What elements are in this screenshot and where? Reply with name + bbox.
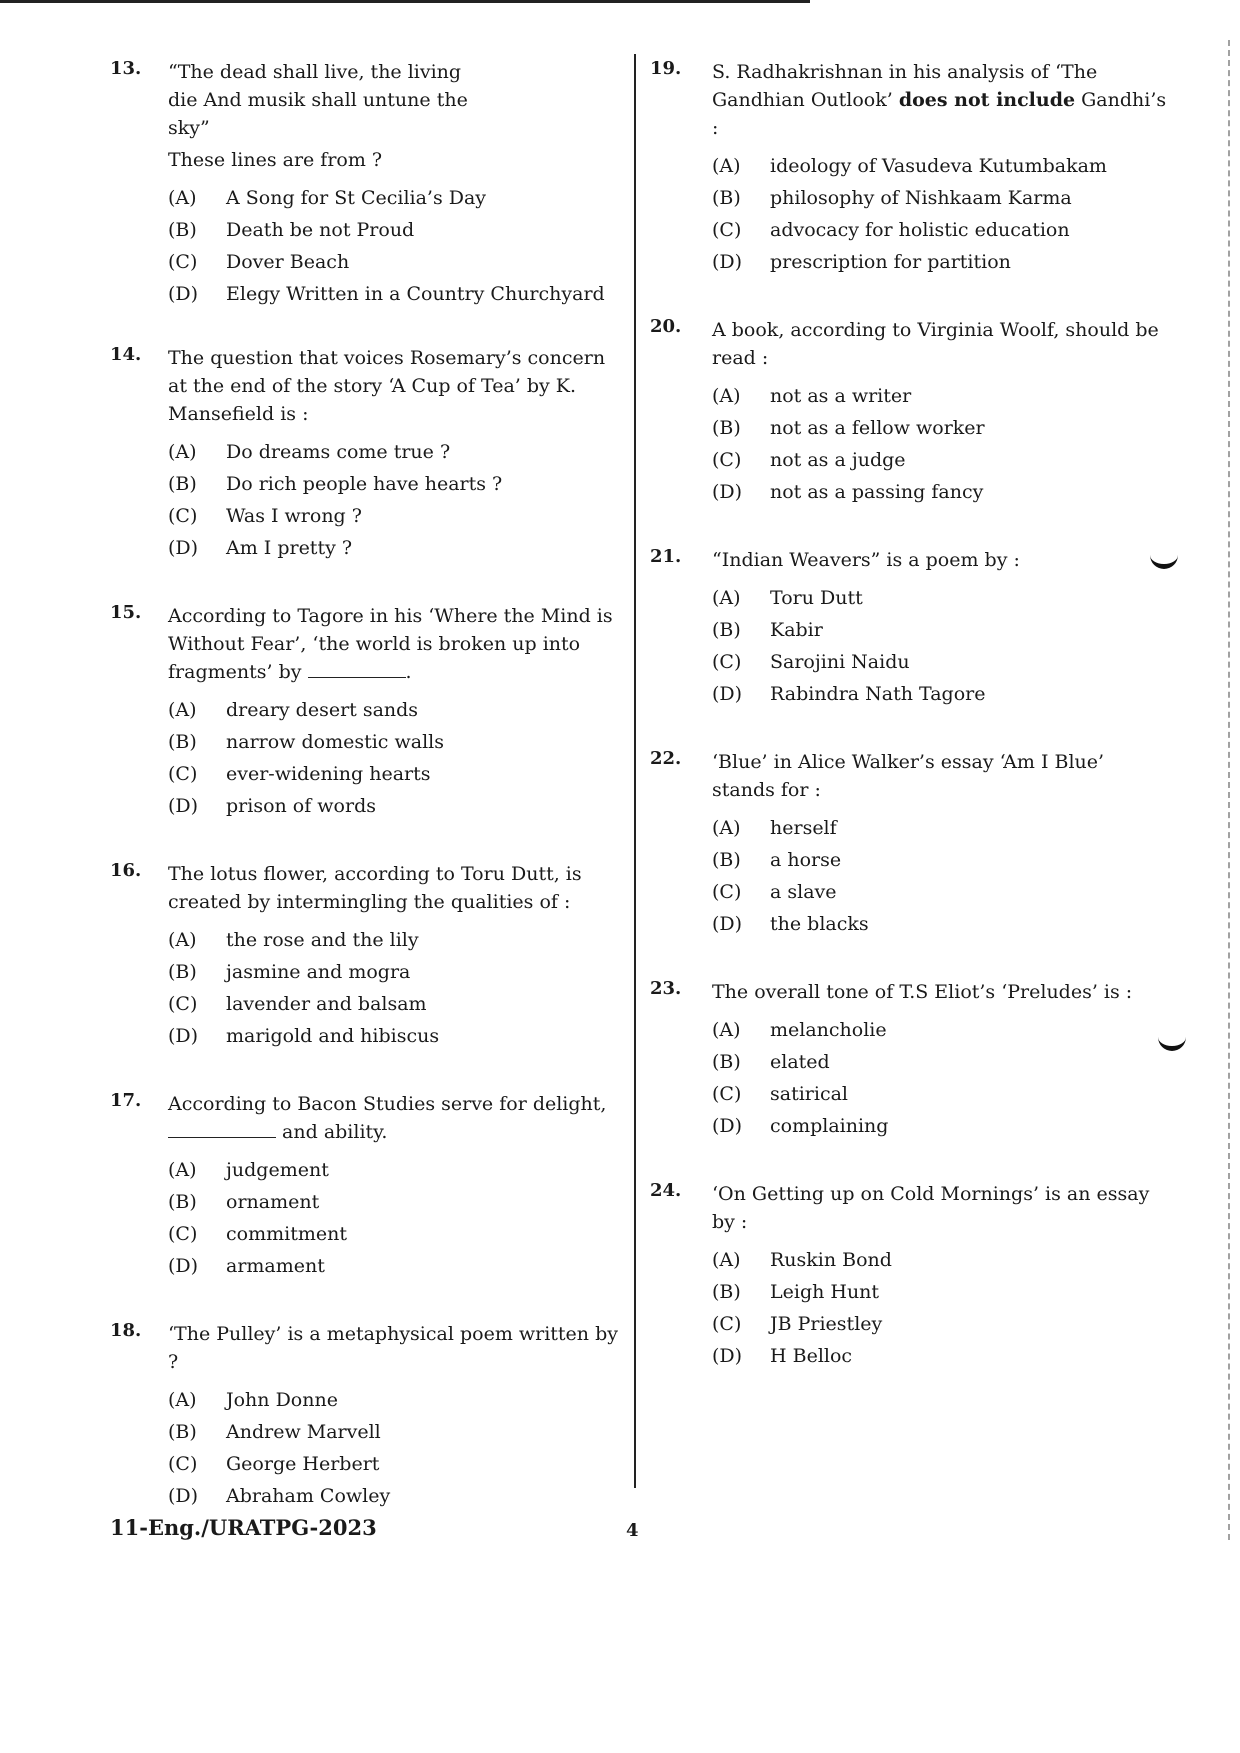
page-number: 4: [626, 1520, 639, 1541]
question-number: 18.: [110, 1320, 142, 1341]
question-stem: According to Bacon Studies serve for delight, and ability.: [168, 1093, 607, 1143]
option-list: [712, 1014, 1170, 1142]
option-list: [712, 812, 1170, 940]
option-d[interactable]: (D) H Belloc: [712, 1345, 853, 1367]
option-d[interactable]: (D) Am I pretty ?: [168, 537, 353, 559]
option-list: [168, 694, 625, 822]
option-c[interactable]: (C) commitment: [168, 1223, 347, 1245]
option-c[interactable]: (C) satirical: [712, 1083, 848, 1105]
question-number: 14.: [110, 344, 142, 365]
question-stem: S. Radhakrishnan in his analysis of ‘The Gandhian Outlook’ does not include Gandhi’s :: [712, 61, 1167, 139]
option-a[interactable]: (A) dreary desert sands: [168, 699, 419, 721]
option-c[interactable]: (C) advocacy for holistic education: [712, 219, 1070, 241]
option-d[interactable]: (D) prison of words: [168, 795, 376, 817]
option-a[interactable]: (A) the rose and the lily: [168, 929, 419, 951]
left-column: [110, 58, 625, 1550]
option-c[interactable]: (C) not as a judge: [712, 449, 906, 471]
question-21: [650, 546, 1170, 710]
top-rule: [0, 0, 810, 3]
option-a[interactable]: (A) A Song for St Cecilia’s Day: [168, 187, 487, 209]
option-c[interactable]: (C) JB Priestley: [712, 1313, 883, 1335]
option-list: [712, 582, 1170, 710]
option-list: [712, 380, 1170, 508]
option-d[interactable]: (D) Elegy Written in a Country Churchyard: [168, 283, 605, 305]
question-number: 21.: [650, 546, 682, 567]
question-stem: The question that voices Rosemary’s concern at the end of the story ‘A Cup of Tea’ by K. Mansefield is :: [168, 347, 606, 425]
page-edge-marks: [1225, 40, 1230, 1540]
option-b[interactable]: (B) Leigh Hunt: [712, 1281, 880, 1303]
option-b[interactable]: (B) philosophy of Nishkaam Karma: [712, 187, 1072, 209]
option-a[interactable]: (A) Ruskin Bond: [712, 1249, 892, 1271]
option-b[interactable]: (B) a horse: [712, 849, 842, 871]
option-list: [168, 182, 625, 310]
option-d[interactable]: (D) the blacks: [712, 913, 869, 935]
question-stem: The lotus flower, according to Toru Dutt, is created by intermingling the qualities of :: [168, 863, 582, 913]
question-number: 24.: [650, 1180, 682, 1201]
question-18: [110, 1320, 625, 1512]
fill-blank: [308, 676, 406, 678]
option-b[interactable]: (B) Andrew Marvell: [168, 1421, 381, 1443]
option-d[interactable]: (D) not as a passing fancy: [712, 481, 984, 503]
option-a[interactable]: (A) John Donne: [168, 1389, 338, 1411]
option-b[interactable]: (B) Do rich people have hearts ?: [168, 473, 503, 495]
option-list: [168, 1154, 625, 1282]
option-b[interactable]: (B) Kabir: [712, 619, 823, 641]
question-number: 19.: [650, 58, 682, 79]
question-19: [650, 58, 1170, 278]
option-a[interactable]: (A) Do dreams come true ?: [168, 441, 451, 463]
question-23: [650, 978, 1170, 1142]
question-stem: The overall tone of T.S Eliot’s ‘Preludes’ is :: [712, 981, 1133, 1003]
option-a[interactable]: (A) ideology of Vasudeva Kutumbakam: [712, 155, 1107, 177]
option-b[interactable]: (B) ornament: [168, 1191, 320, 1213]
question-stem: ‘On Getting up on Cold Mornings’ is an essay by :: [712, 1183, 1150, 1233]
option-d[interactable]: (D) prescription for partition: [712, 251, 1011, 273]
option-c[interactable]: (C) lavender and balsam: [168, 993, 427, 1015]
right-column: [650, 58, 1170, 1410]
paper-code: 11-Eng./URATPG-2023: [110, 1515, 377, 1540]
option-c[interactable]: (C) a slave: [712, 881, 837, 903]
question-number: 22.: [650, 748, 682, 769]
question-15: [110, 602, 625, 822]
question-number: 20.: [650, 316, 682, 337]
option-d[interactable]: (D) Abraham Cowley: [168, 1485, 391, 1507]
option-b[interactable]: (B) jasmine and mogra: [168, 961, 411, 983]
option-list: [168, 924, 625, 1052]
option-list: [168, 436, 625, 564]
option-a[interactable]: (A) melancholie: [712, 1019, 887, 1041]
option-c[interactable]: (C) ever-widening hearts: [168, 763, 431, 785]
option-a[interactable]: (A) judgement: [168, 1159, 329, 1181]
option-b[interactable]: (B) narrow domestic walls: [168, 731, 444, 753]
option-d[interactable]: (D) Rabindra Nath Tagore: [712, 683, 986, 705]
option-d[interactable]: (D) marigold and hibiscus: [168, 1025, 440, 1047]
question-20: [650, 316, 1170, 508]
column-divider: [634, 54, 636, 1488]
question-stem: ‘Blue’ in Alice Walker’s essay ‘Am I Blue’ stands for :: [712, 751, 1105, 801]
option-a[interactable]: (A) herself: [712, 817, 837, 839]
option-d[interactable]: (D) armament: [168, 1255, 325, 1277]
question-number: 15.: [110, 602, 142, 623]
question-17: [110, 1090, 625, 1282]
fill-blank: [168, 1136, 276, 1138]
option-a[interactable]: (A) Toru Dutt: [712, 587, 863, 609]
question-16: [110, 860, 625, 1052]
option-c[interactable]: (C) George Herbert: [168, 1453, 380, 1475]
question-number: 16.: [110, 860, 142, 881]
option-c[interactable]: (C) Sarojini Naidu: [712, 651, 910, 673]
question-stem: ‘The Pulley’ is a metaphysical poem written by ?: [168, 1323, 618, 1373]
option-b[interactable]: (B) not as a fellow worker: [712, 417, 985, 439]
question-subtext: These lines are from ?: [168, 149, 383, 171]
question-number: 13.: [110, 58, 142, 79]
question-13: [110, 58, 625, 310]
question-stem: “The dead shall live, the living die And musik shall untune the sky”: [168, 61, 468, 139]
question-24: [650, 1180, 1170, 1372]
question-number: 23.: [650, 978, 682, 999]
option-list: [712, 150, 1170, 278]
question-number: 17.: [110, 1090, 142, 1111]
question-stem: According to Tagore in his ‘Where the Mind is Without Fear’, ‘the world is broken up into fragments’ by .: [168, 605, 613, 683]
option-b[interactable]: (B) Death be not Proud: [168, 219, 415, 241]
option-c[interactable]: (C) Was I wrong ?: [168, 505, 362, 527]
option-c[interactable]: (C) Dover Beach: [168, 251, 350, 273]
question-stem: “Indian Weavers” is a poem by :: [712, 549, 1020, 571]
option-d[interactable]: (D) complaining: [712, 1115, 889, 1137]
question-stem: A book, according to Virginia Woolf, should be read :: [712, 319, 1159, 369]
option-list: [712, 1244, 1170, 1372]
option-a[interactable]: (A) not as a writer: [712, 385, 912, 407]
option-b[interactable]: (B) elated: [712, 1051, 830, 1073]
question-22: [650, 748, 1170, 940]
question-14: [110, 344, 625, 564]
option-list: [168, 1384, 625, 1512]
